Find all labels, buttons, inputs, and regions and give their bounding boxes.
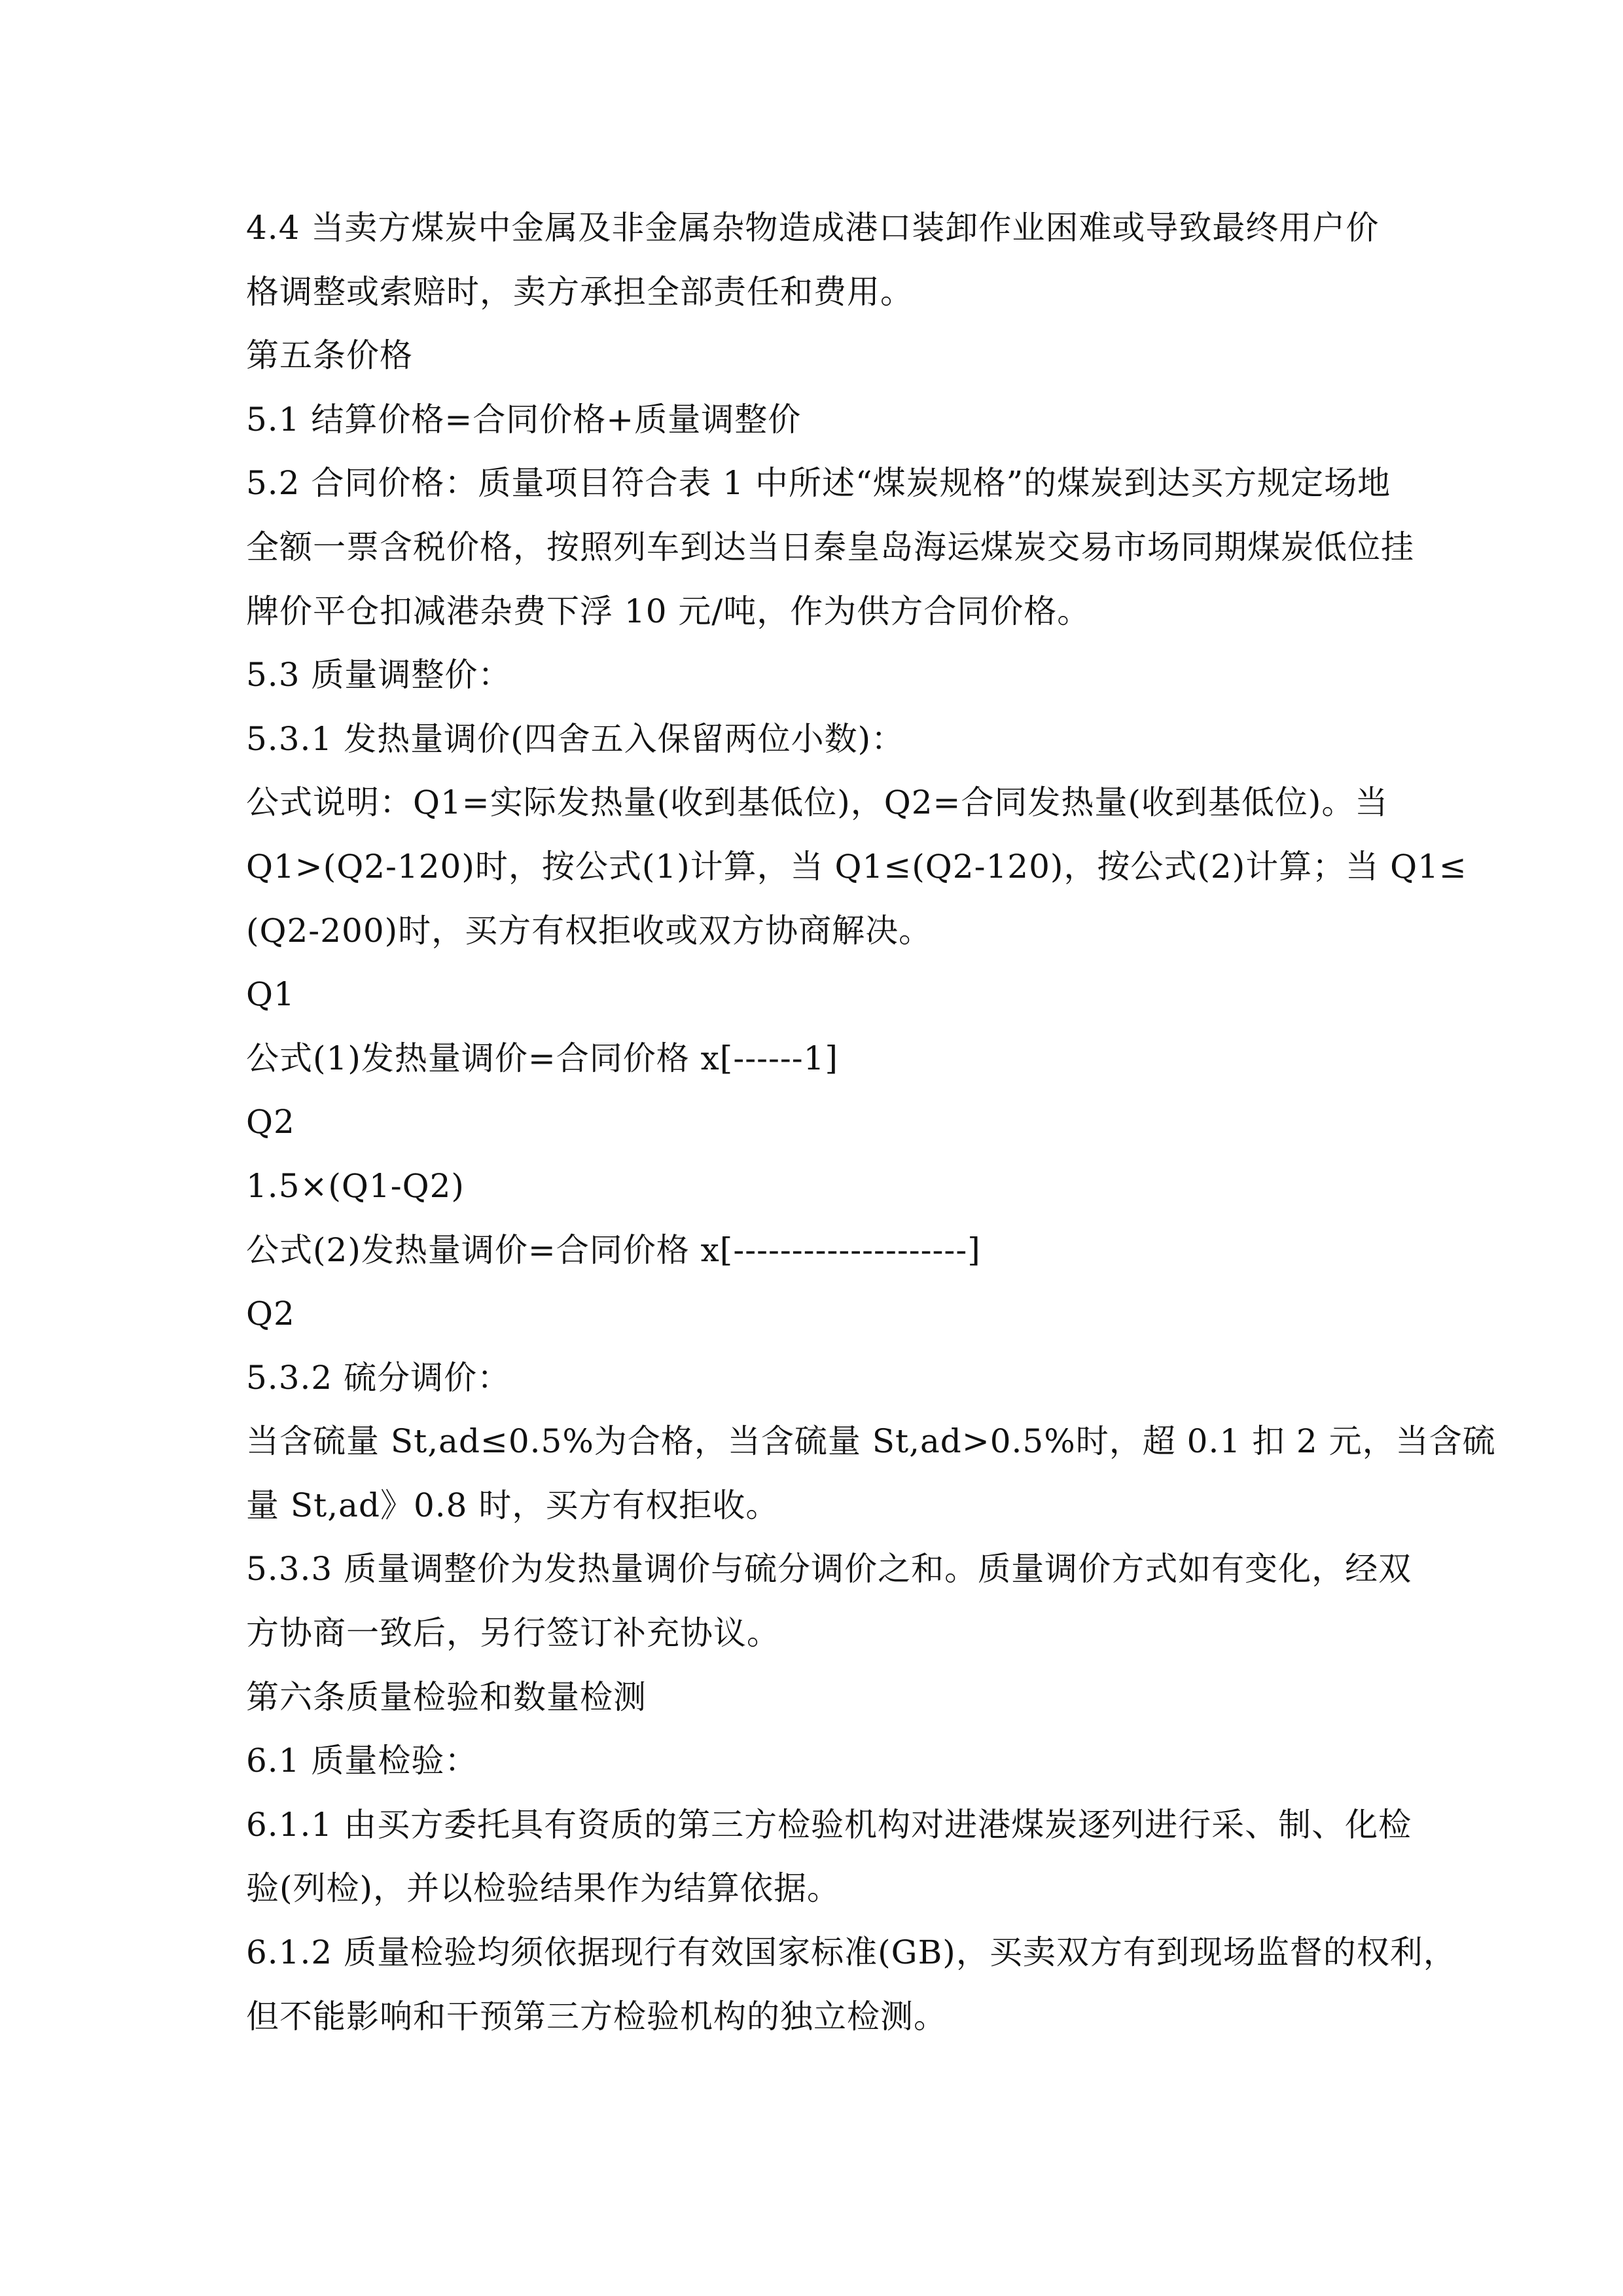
text-line: 5.3 质量调整价： (246, 656, 512, 694)
text-line: 5.2 合同价格：质量项目符合表 1 中所述“煤炭规格”的煤炭到达买方规定场地 (246, 464, 1391, 503)
contract-text (246, 196, 1496, 2049)
text-line: 牌价平仓扣减港杂费下浮 10 元/吨，作为供方合同价格。 (246, 592, 1091, 630)
text-line: 5.3.1 发热量调价(四舍五入保留两位小数)： (246, 719, 905, 758)
text-line: 量 St,ad》0.8 时，买方有权拒收。 (246, 1486, 779, 1524)
formula-denominator: Q2 (246, 1295, 295, 1333)
text-line: 验(列检)，并以检验结果作为结算依据。 (246, 1869, 841, 1908)
text-line: 全额一票含税价格，按照列车到达当日秦皇岛海运煤炭交易市场同期煤炭低位挂 (246, 528, 1414, 566)
text-line: 6.1.1 由买方委托具有资质的第三方检验机构对进港煤炭逐列进行采、制、化检 (246, 1805, 1412, 1844)
section-heading: 第六条质量检验和数量检测 (246, 1677, 647, 1716)
text-line: 6.1 质量检验： (246, 1742, 478, 1780)
text-line: 但不能影响和干预第三方检验机构的独立检测。 (246, 1997, 947, 2036)
text-line: (Q2-200)时，买方有权拒收或双方协商解决。 (246, 911, 933, 950)
text-line: 方协商一致后，另行签订补充协议。 (246, 1614, 780, 1653)
section-heading: 第五条价格 (246, 336, 413, 375)
text-line: 当含硫量 St,ad≤0.5%为合格，当含硫量 St,ad>0.5%时，超 0.1 扣 2 元，当含硫 (246, 1422, 1496, 1461)
text-line: 公式说明：Q1=实际发热量(收到基低位)，Q2=合同发热量(收到基低位)。当 (246, 783, 1389, 822)
text-line: 5.3.2 硫分调价： (246, 1358, 511, 1397)
text-line: 4.4 当卖方煤炭中金属及非金属杂物造成港口装卸作业困难或导致最终用户价 (246, 209, 1380, 247)
text-line: 5.1 结算价格=合同价格+质量调整价 (246, 400, 802, 439)
formula-denominator: Q2 (246, 1103, 295, 1141)
formula-line: 公式(1)发热量调价=合同价格 x[------1] (246, 1039, 839, 1077)
text-line: 格调整或索赔时，卖方承担全部责任和费用。 (246, 272, 914, 311)
text-line: 5.3.3 质量调整价为发热量调价与硫分调价之和。质量调价方式如有变化，经双 (246, 1550, 1412, 1588)
formula-numerator: Q1 (246, 975, 295, 1014)
formula-line: 公式(2)发热量调价=合同价格 x[--------------------] (246, 1230, 981, 1269)
formula-numerator: 1.5×(Q1-Q2) (246, 1166, 465, 1205)
text-line: 6.1.2 质量检验均须依据现行有效国家标准(GB)，买卖双方有到现场监督的权利， (246, 1933, 1457, 1972)
text-line: Q1>(Q2-120)时，按公式(1)计算，当 Q1≤(Q2-120)，按公式(2)计算；当 Q1≤ (246, 847, 1467, 886)
